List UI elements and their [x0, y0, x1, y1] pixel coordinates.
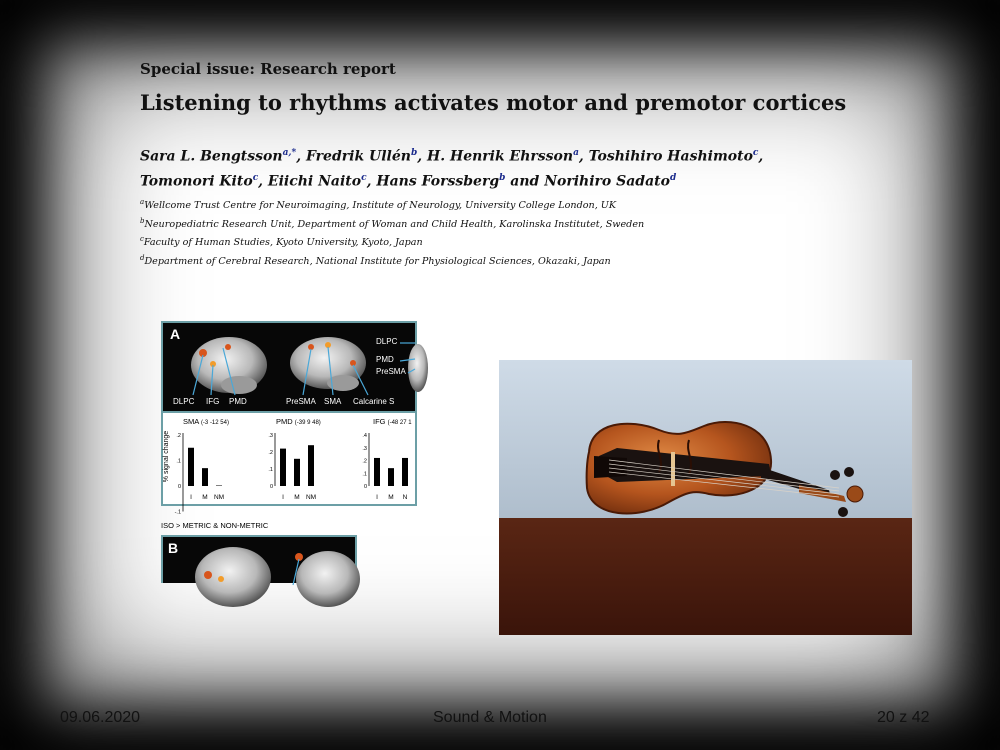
graph-bar: [388, 468, 394, 486]
footer-date: 09.06.2020: [60, 709, 141, 726]
graph-category-label: I: [282, 494, 284, 501]
author-affiliation-mark: c: [752, 148, 759, 158]
author-affiliation-mark: a,*: [282, 148, 297, 158]
graph-tick-label: .2: [362, 458, 367, 465]
graph-tick-label: .2: [268, 450, 273, 456]
graph-category-label: I: [376, 494, 378, 501]
bar-graphs: [163, 413, 417, 516]
author-name: Norihiro Sadato: [544, 173, 670, 190]
graph-category-label: NM: [305, 494, 317, 501]
affiliation-line: $^d$Department of Cerebral Research, National Institute for Physiological Sciences, Okazaki, Japan: [140, 254, 611, 268]
brain-label-calcarine: Calcarine S: [353, 397, 395, 406]
author-affiliation-mark: b: [499, 172, 506, 183]
panel-b-letter: B: [168, 540, 179, 556]
graph-tick-label: 0: [363, 484, 367, 490]
graph-bar: [188, 448, 194, 486]
brain-label-pmd: PMD: [229, 397, 247, 406]
author-name: H. Henrik Ehrsson: [427, 148, 574, 165]
graph-tick-label: 0: [269, 484, 273, 490]
author-name: Hans Forssberg: [376, 173, 500, 190]
graph-bar: [202, 468, 208, 486]
affiliation-line: $^b$Neuropediatric Research Unit, Department of Woman and Child Health, Karolinska Institutet, Sweden: [140, 216, 645, 230]
footer-page-number: 20 z 42: [877, 709, 930, 726]
y-axis-label: % signal change: [163, 430, 171, 483]
graph-tick-label: .2: [176, 433, 181, 439]
graph-bar: [374, 458, 380, 486]
brain-label-sma: SMA: [324, 397, 342, 406]
graph-category-label: N: [402, 494, 408, 501]
violin-icon: [499, 360, 912, 635]
graph-bar: [294, 459, 300, 486]
graph-tick-label: .3: [362, 445, 367, 452]
graph-title-sma: SMA (-3 -12 54): [183, 417, 229, 426]
brain-label-pmd-right: PMD: [376, 355, 394, 364]
violin-photo: [499, 360, 912, 635]
author-affiliation-mark: c: [252, 172, 259, 183]
brain-label-presma-right: PreSMA: [376, 367, 406, 376]
article-kicker: Special issue: Research report: [140, 60, 396, 78]
affiliation-line: $^a$Wellcome Trust Centre for Neuroimaging, Institute of Neurology, University College London, UK: [140, 198, 617, 212]
brain-label-ifg: IFG: [206, 397, 220, 406]
graph-category-label: M: [294, 494, 300, 501]
author-name: Eiichi Naito: [267, 173, 362, 190]
graph-bar: [308, 445, 314, 486]
graph-title-ifg: IFG (-48 27 1: [373, 417, 412, 426]
graph-tick-label: .3: [268, 433, 273, 439]
graph-category-label: NM: [213, 494, 225, 501]
author-name: Sara L. Bengtsson: [140, 148, 283, 165]
iso-caption: ISO > METRIC & NON-METRIC: [161, 521, 269, 530]
author-list: Sara L. Bengtsson$^{a,*}$, Fredrik Ullén$^b$, H. Henrik Ehrsson$^a$, Toshihiro Hashimoto$^c$, Tomonori Kito$^c$, Eiichi Naito$^c$, Hans Forssberg$^b$ and Norihiro Sadato$^d$: [140, 148, 764, 190]
graph-tick-label: .1: [362, 471, 367, 478]
author-affiliation-mark: d: [669, 172, 677, 183]
brain-render-b-icon: [163, 537, 359, 585]
graph-bar: [280, 449, 286, 486]
brain-label-dlpc-right: DLPC: [376, 337, 398, 346]
graph-tick-label: 0: [177, 484, 181, 490]
signal-change-graphs: [161, 413, 417, 516]
graph-tick-label: .4: [362, 433, 367, 439]
author-affiliation-mark: a: [573, 148, 579, 158]
author-name: Tomonori Kito: [140, 173, 253, 190]
affiliation-list: [140, 195, 840, 270]
graph-tick-label: .1: [268, 467, 273, 473]
brain-label-presma: PreSMA: [286, 397, 316, 406]
graph-bar: [216, 486, 222, 487]
author-affiliation-mark: b: [410, 148, 418, 158]
graph-title-pmd: PMD (-39 9 48): [276, 417, 321, 426]
brain-label-dlpc: DLPC: [173, 397, 195, 406]
graph-category-label: M: [202, 494, 208, 501]
affiliation-line: $^c$Faculty of Human Studies, Kyoto University, Kyoto, Japan: [140, 235, 423, 249]
author-name: Toshihiro Hashimoto: [588, 148, 753, 165]
panel-a-letter: A: [170, 326, 181, 342]
graph-category-label: M: [388, 494, 394, 501]
article-title: Listening to rhythms activates motor and premotor cortices: [140, 90, 847, 115]
author-name: Fredrik Ullén: [305, 148, 411, 165]
graph-tick-label: .1: [176, 458, 181, 465]
author-affiliation-mark: c: [361, 172, 367, 183]
graph-bar: [402, 458, 408, 486]
footer-title: Sound & Motion: [433, 709, 547, 726]
graph-category-label: I: [190, 494, 192, 501]
brain-figure-panel-b: [161, 535, 357, 583]
brain-figure-panel-a: [161, 321, 417, 413]
graph-tick-label: -.1: [174, 509, 181, 516]
